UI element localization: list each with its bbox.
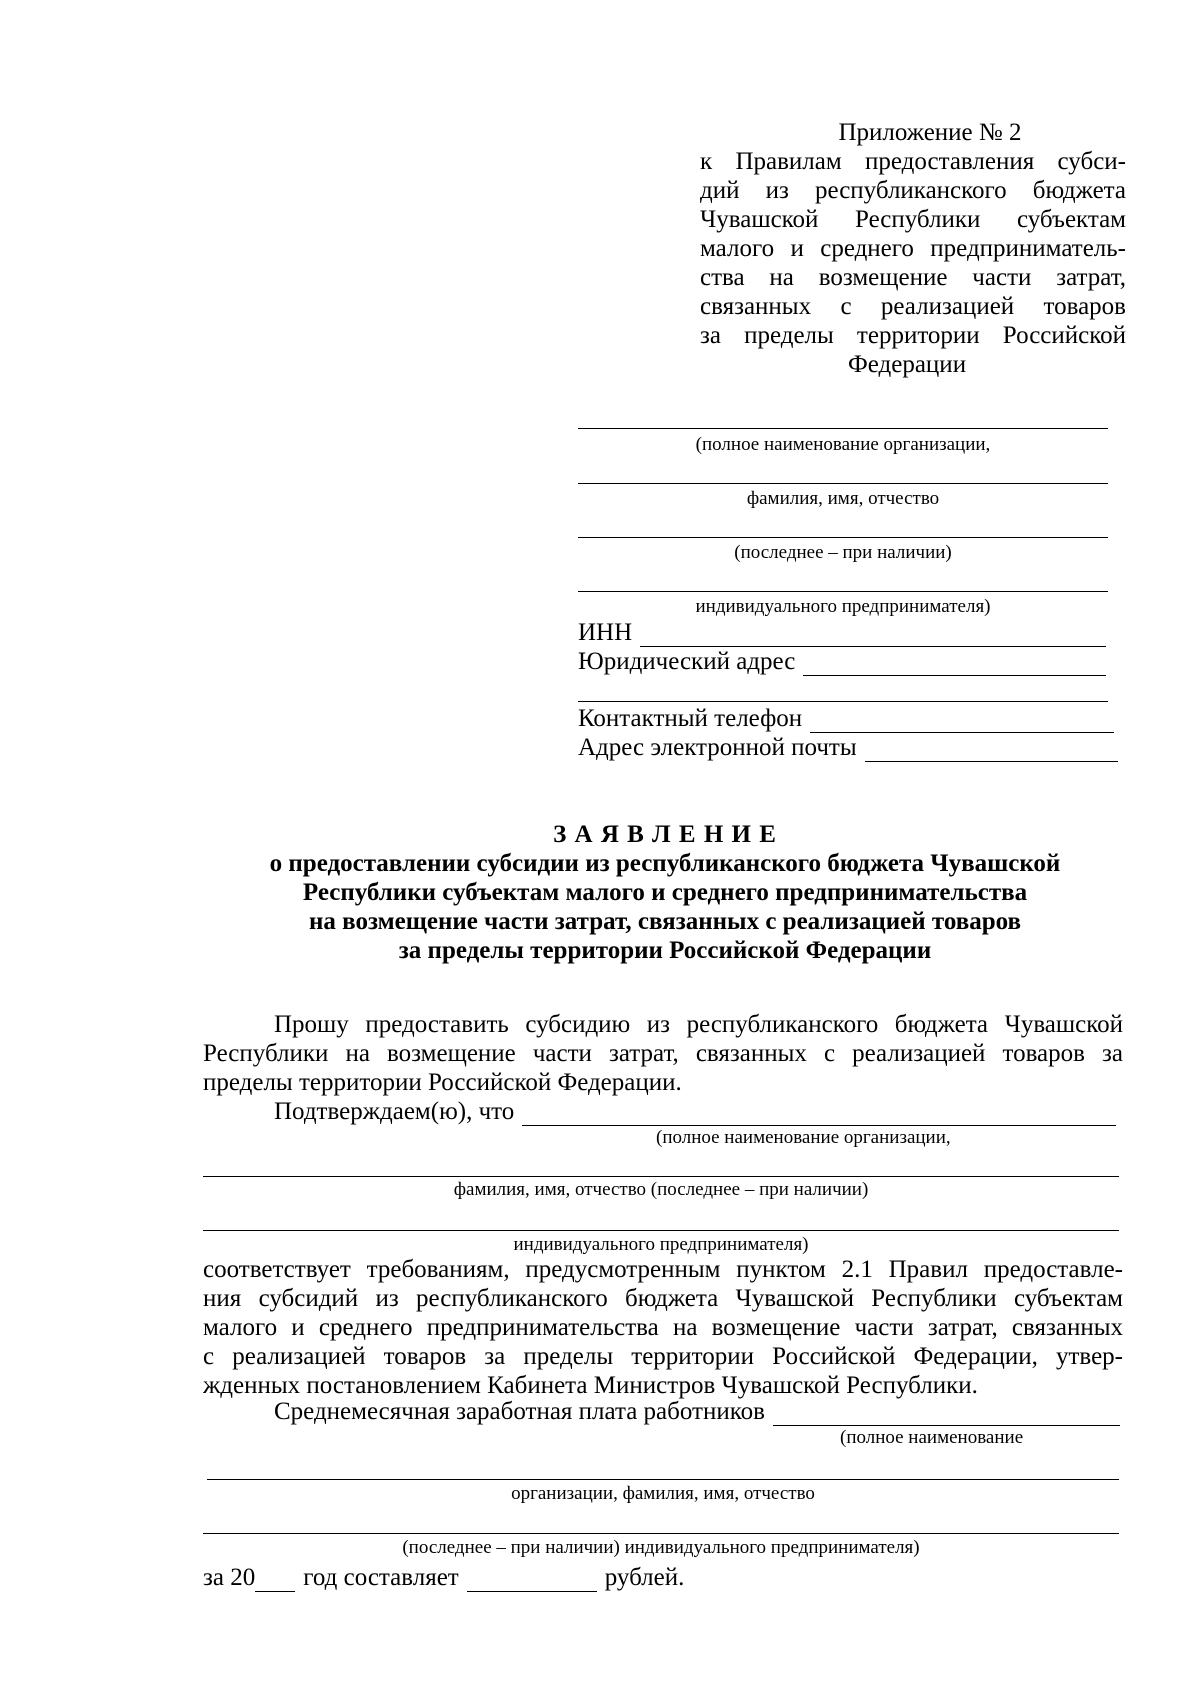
appendix-line: связанных с реализацией товаров xyxy=(700,293,1126,320)
paragraph-line: соответствует требованиям, предусмотренным пунктом 2.1 Правил предоставле- xyxy=(203,1256,1123,1283)
year-prefix: за 20 xyxy=(203,1564,256,1591)
appendix-title: Приложение № 2 xyxy=(838,119,1022,146)
confirm-field[interactable] xyxy=(522,1103,1116,1126)
appendix-line: к Правилам предоставления субси- xyxy=(700,148,1126,175)
appendix-last-line: Федерации xyxy=(848,351,967,378)
amount-field[interactable] xyxy=(467,1569,597,1592)
appendix-line: Чувашской Республики субъектам xyxy=(700,206,1126,233)
appendix-line: дий из республиканского бюджета xyxy=(700,177,1126,204)
applicant-entrepreneur-line[interactable] xyxy=(578,591,1108,592)
salary-caption: (полное наименование xyxy=(840,1427,1024,1448)
applicant-fio-line[interactable] xyxy=(578,483,1108,484)
phone-field[interactable] xyxy=(810,710,1114,733)
appendix-text xyxy=(700,147,1126,350)
document-title: З А Я В Л Е Н И Е xyxy=(553,821,777,848)
year-suffix: год составляет xyxy=(303,1564,459,1591)
salary-line-3[interactable] xyxy=(203,1533,1119,1534)
address-label: Юридический адрес xyxy=(578,648,796,675)
confirm-row xyxy=(274,1097,1116,1126)
year-field[interactable] xyxy=(255,1569,295,1592)
paragraph-line: Республики на возмещение части затрат, связанных с реализацией товаров за xyxy=(203,1040,1123,1067)
applicant-caption: (полное наименование организации, xyxy=(695,434,991,455)
subtitle-line: на возмещение части затрат, связанных с реализацией товаров xyxy=(308,908,1022,935)
inn-label: ИНН xyxy=(578,619,633,646)
paragraph-line: ния субсидий из республиканского бюджета Чувашской Республики субъектам xyxy=(203,1285,1123,1312)
paragraph-line: малого и среднего предпринимательства на возмещение части затрат, связанных xyxy=(203,1314,1123,1341)
paragraph-line: жденных постановлением Кабинета Министров Чувашской Республики. xyxy=(203,1372,978,1399)
salary-caption: (последнее – при наличии) индивидуального предпринимателя) xyxy=(402,1537,920,1558)
salary-label: Среднемесячная заработная плата работников xyxy=(274,1398,765,1425)
applicant-caption: индивидуального предпринимателя) xyxy=(695,596,991,617)
address-row xyxy=(578,647,1106,676)
paragraph-line: Прошу предоставить субсидию из республиканского бюджета Чувашской xyxy=(274,1011,1123,1038)
address-field-2[interactable] xyxy=(578,701,1108,702)
applicant-caption: фамилия, имя, отчество xyxy=(746,488,940,509)
salary-line-2[interactable] xyxy=(207,1479,1119,1480)
confirm-caption: (полное наименование организации, xyxy=(656,1127,951,1148)
request-paragraph xyxy=(203,1010,1123,1097)
confirm-line-2[interactable] xyxy=(203,1176,1119,1177)
compliance-paragraph xyxy=(203,1255,1123,1400)
confirm-caption: фамилия, имя, отчество (последнее – при наличии) xyxy=(453,1179,869,1200)
paragraph-line: пределы территории Российской Федерации. xyxy=(203,1069,682,1096)
salary-row xyxy=(274,1397,1120,1426)
confirm-line-3[interactable] xyxy=(203,1230,1119,1231)
inn-row xyxy=(578,618,1106,647)
email-field[interactable] xyxy=(865,739,1118,762)
subtitle-line: за пределы территории Российской Федерации xyxy=(398,937,932,964)
email-label: Адрес электронной почты xyxy=(578,734,857,761)
year-amount-row xyxy=(203,1563,684,1592)
inn-field[interactable] xyxy=(640,624,1106,647)
phone-row xyxy=(578,704,1114,733)
subtitle-line: о предоставлении субсидии из республиканского бюджета Чувашской xyxy=(269,850,1061,877)
applicant-fio-line-2[interactable] xyxy=(578,537,1108,538)
appendix-line: за пределы территории Российской xyxy=(700,322,1126,349)
salary-field[interactable] xyxy=(773,1403,1120,1426)
applicant-caption: (последнее – при наличии) xyxy=(734,542,952,563)
appendix-line: ства на возмещение части затрат, xyxy=(700,264,1126,291)
subtitle-line: Республики субъектам малого и среднего предпринимательства xyxy=(302,879,1028,906)
phone-label: Контактный телефон xyxy=(578,705,803,732)
applicant-name-line[interactable] xyxy=(578,428,1108,429)
paragraph-line: с реализацией товаров за пределы территории Российской Федерации, утвер- xyxy=(203,1343,1123,1370)
currency-label: рублей. xyxy=(604,1564,685,1591)
confirm-caption: индивидуального предпринимателя) xyxy=(513,1234,809,1255)
address-field[interactable] xyxy=(803,653,1106,676)
salary-caption: организации, фамилия, имя, отчество xyxy=(511,1483,815,1504)
email-row xyxy=(578,733,1118,762)
confirm-label: Подтверждаем(ю), что xyxy=(274,1098,515,1125)
appendix-line: малого и среднего предприниматель- xyxy=(700,235,1126,262)
document-subtitle xyxy=(0,849,1200,965)
